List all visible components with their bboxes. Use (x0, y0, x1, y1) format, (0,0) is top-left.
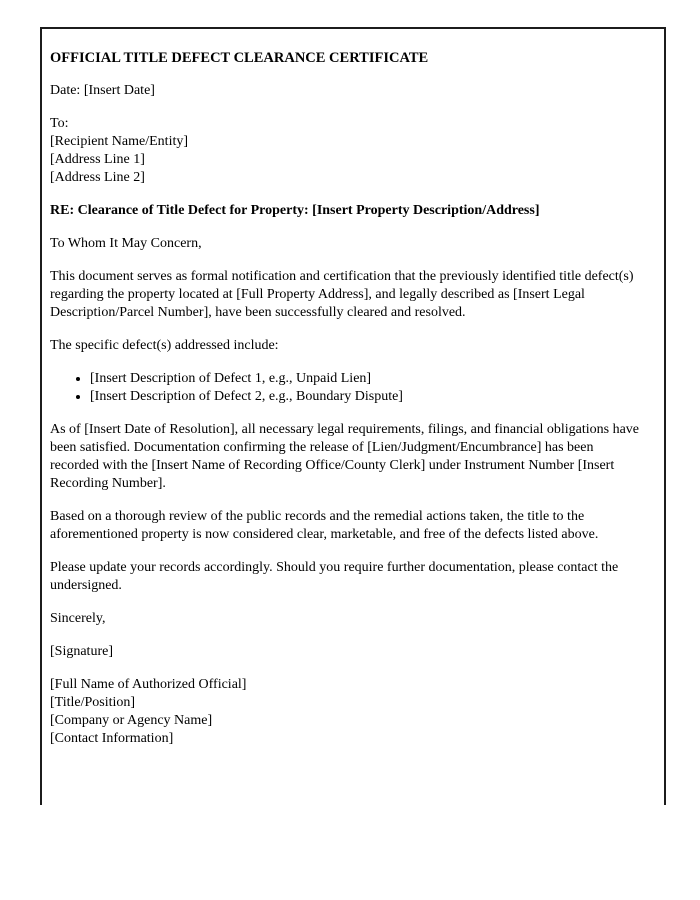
signature-block (50, 676, 643, 748)
recipient-address-line-1: [Address Line 1] (50, 152, 145, 167)
signer-name: [Full Name of Authorized Official] (50, 677, 247, 692)
signer-contact: [Contact Information] (50, 731, 174, 746)
update-records-paragraph: Please update your records accordingly. Should you require further documentation, please contact the undersigned. (50, 560, 619, 593)
salutation: To Whom It May Concern, (50, 236, 202, 251)
letter-body (50, 49, 643, 748)
document-title: OFFICIAL TITLE DEFECT CLEARANCE CERTIFICATE (50, 50, 429, 66)
review-paragraph: Based on a thorough review of the public records and the remedial actions taken, the title to the aforementioned property is now considered clear, marketable, and free of the defects listed above. (50, 509, 599, 542)
closing: Sincerely, (50, 611, 106, 626)
defects-intro: The specific defect(s) addressed include: (50, 338, 279, 353)
recipient-block (50, 115, 643, 187)
certification-paragraph: This document serves as formal notification and certification that the previously identified title defect(s) regarding the property located at [Full Property Address], and legally described as [Insert Legal Description/Parcel Number], have been successfully cleared and resolved. (50, 269, 634, 320)
subject-line: RE: Clearance of Title Defect for Property: [Insert Property Description/Address] (50, 203, 540, 218)
recipient-label: To: (50, 116, 69, 131)
date-line: Date: [Insert Date] (50, 83, 155, 98)
defect-item-1: • [Insert Description of Defect 1, e.g., Unpaid Lien] (90, 370, 643, 388)
resolution-paragraph: As of [Insert Date of Resolution], all necessary legal requirements, filings, and financial obligations have been satisfied. Documentation confirming the release of [Lien/Judgment/Encumbrance] has been recorded with the [Insert Name of Recording Office/County Clerk] under Instrument Number [Insert Recording Number]. (50, 422, 639, 491)
signer-company: [Company or Agency Name] (50, 713, 213, 728)
defects-list (50, 370, 643, 406)
recipient-address-line-2: [Address Line 2] (50, 170, 145, 185)
certificate-page (40, 27, 666, 805)
defect-item-2: • [Insert Description of Defect 2, e.g., Boundary Dispute] (90, 388, 643, 406)
signature-placeholder: [Signature] (50, 644, 113, 659)
signer-title: [Title/Position] (50, 695, 136, 710)
recipient-name: [Recipient Name/Entity] (50, 134, 189, 149)
